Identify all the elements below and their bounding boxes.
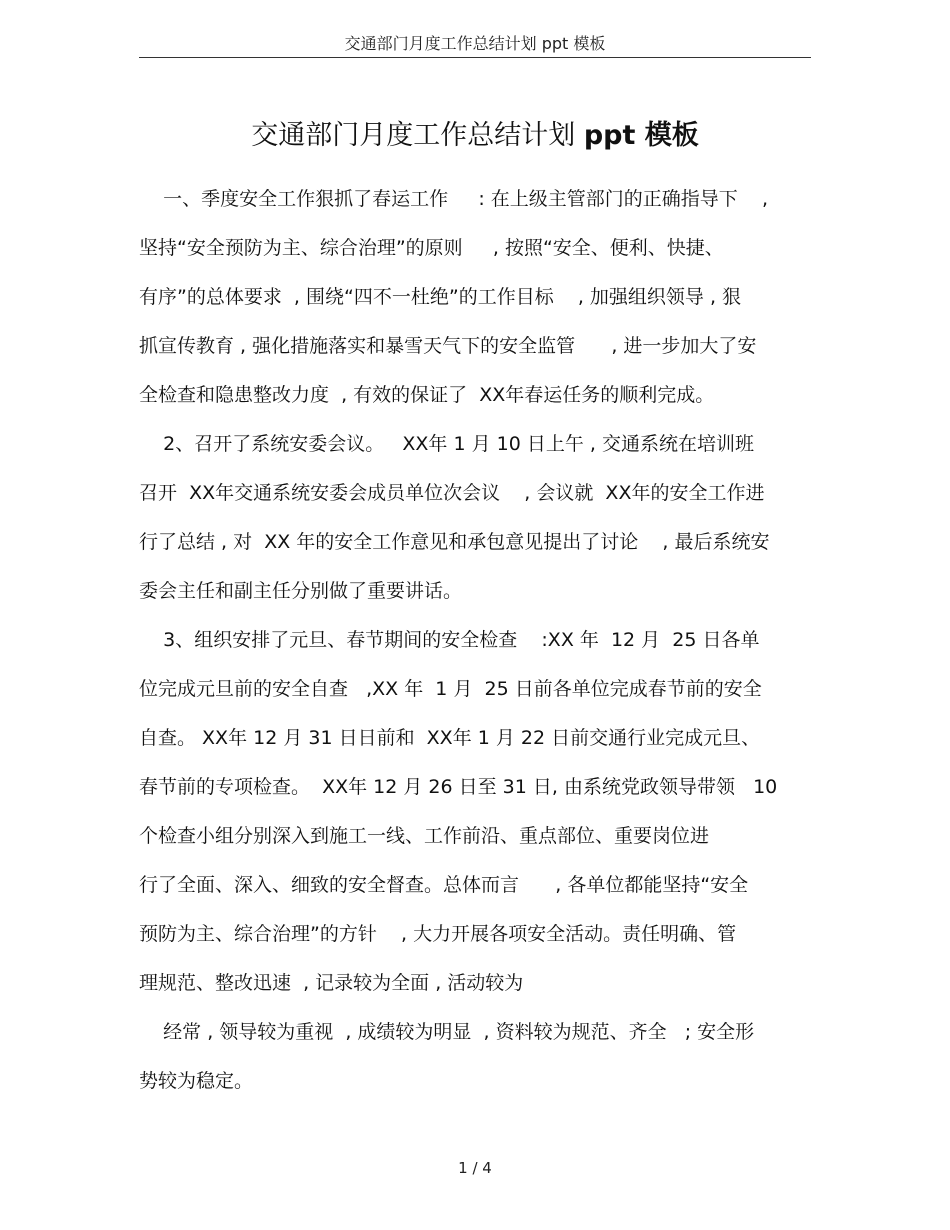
text-line: 坚持“安全预防为主、综合治理”的原则 , 按照“安全、便利、快捷、 xyxy=(139,237,724,259)
paragraph-3 xyxy=(139,618,811,1010)
document-title-chinese: 交通部门月度工作总结计划 xyxy=(251,120,584,151)
text-line: 位完成元旦前的安全自查 ,XX 年 1 月 25 日前各单位完成春节前的安全 xyxy=(139,678,762,700)
text-line: 春节前的专项检查。 XX年 12 月 26 日至 31 日, 由系统党政领导带领 10 xyxy=(139,776,778,798)
document-title xyxy=(139,116,811,156)
paragraph-4 xyxy=(139,1010,811,1108)
document-title-latin: ppt 模板 xyxy=(583,120,699,151)
text-line: 3、组织安排了元旦、春节期间的安全检查 :XX 年 12 月 25 日各单 xyxy=(139,629,760,651)
text-line: 预防为主、综合治理”的方针 , 大力开展各项安全活动。责任明确、管 xyxy=(139,923,737,945)
header-divider xyxy=(139,57,811,58)
text-line: 经常 , 领导较为重视 , 成绩较为明显 , 资料较为规范、齐全 ; 安全形 xyxy=(139,1021,755,1043)
text-line: 势较为稳定。 xyxy=(139,1070,254,1092)
text-line: 委会主任和副主任分别做了重要讲话。 xyxy=(139,580,463,602)
text-line: 抓宣传教育 , 强化措施落实和暴雪天气下的安全监管 , 进一步加大了安 xyxy=(139,335,757,357)
text-line: 个检查小组分别深入到施工一线、工作前沿、重点部位、重要岗位进 xyxy=(139,825,710,847)
paragraph-2 xyxy=(139,422,811,618)
text-line: 全检查和隐患整改力度 , 有效的保证了 XX年春运任务的顺利完成。 xyxy=(139,384,715,406)
text-line: 召开 XX年交通系统安委会成员单位次会议 , 会议就 XX年的安全工作进 xyxy=(139,482,765,504)
text-line: 一、季度安全工作狠抓了春运工作 : 在上级主管部门的正确指导下 , xyxy=(139,188,768,210)
text-line: 有序”的总体要求 , 围绕“四不一杜绝”的工作目标 , 加强组织领导 , 狠 xyxy=(139,286,742,308)
page-number: 1 / 4 xyxy=(458,1159,492,1177)
text-line: 自查。 XX年 12 月 31 日日前和 XX年 1 月 22 日前交通行业完成元旦、 xyxy=(139,727,761,749)
text-line: 行了全面、深入、细致的安全督查。总体而言 , 各单位都能坚持“安全 xyxy=(139,874,749,896)
paragraph-1 xyxy=(139,177,811,422)
document-body xyxy=(139,177,811,1108)
text-line: 2、召开了系统安委会议。 XX年 1 月 10 日上午 , 交通系统在培训班 xyxy=(139,433,754,455)
running-header: 交通部门月度工作总结计划 ppt 模板 xyxy=(344,34,606,53)
text-line: 理规范、整改迅速 , 记录较为全面 , 活动较为 xyxy=(139,972,524,994)
text-line: 行了总结 , 对 XX 年的安全工作意见和承包意见提出了讨论 , 最后系统安 xyxy=(139,531,770,553)
